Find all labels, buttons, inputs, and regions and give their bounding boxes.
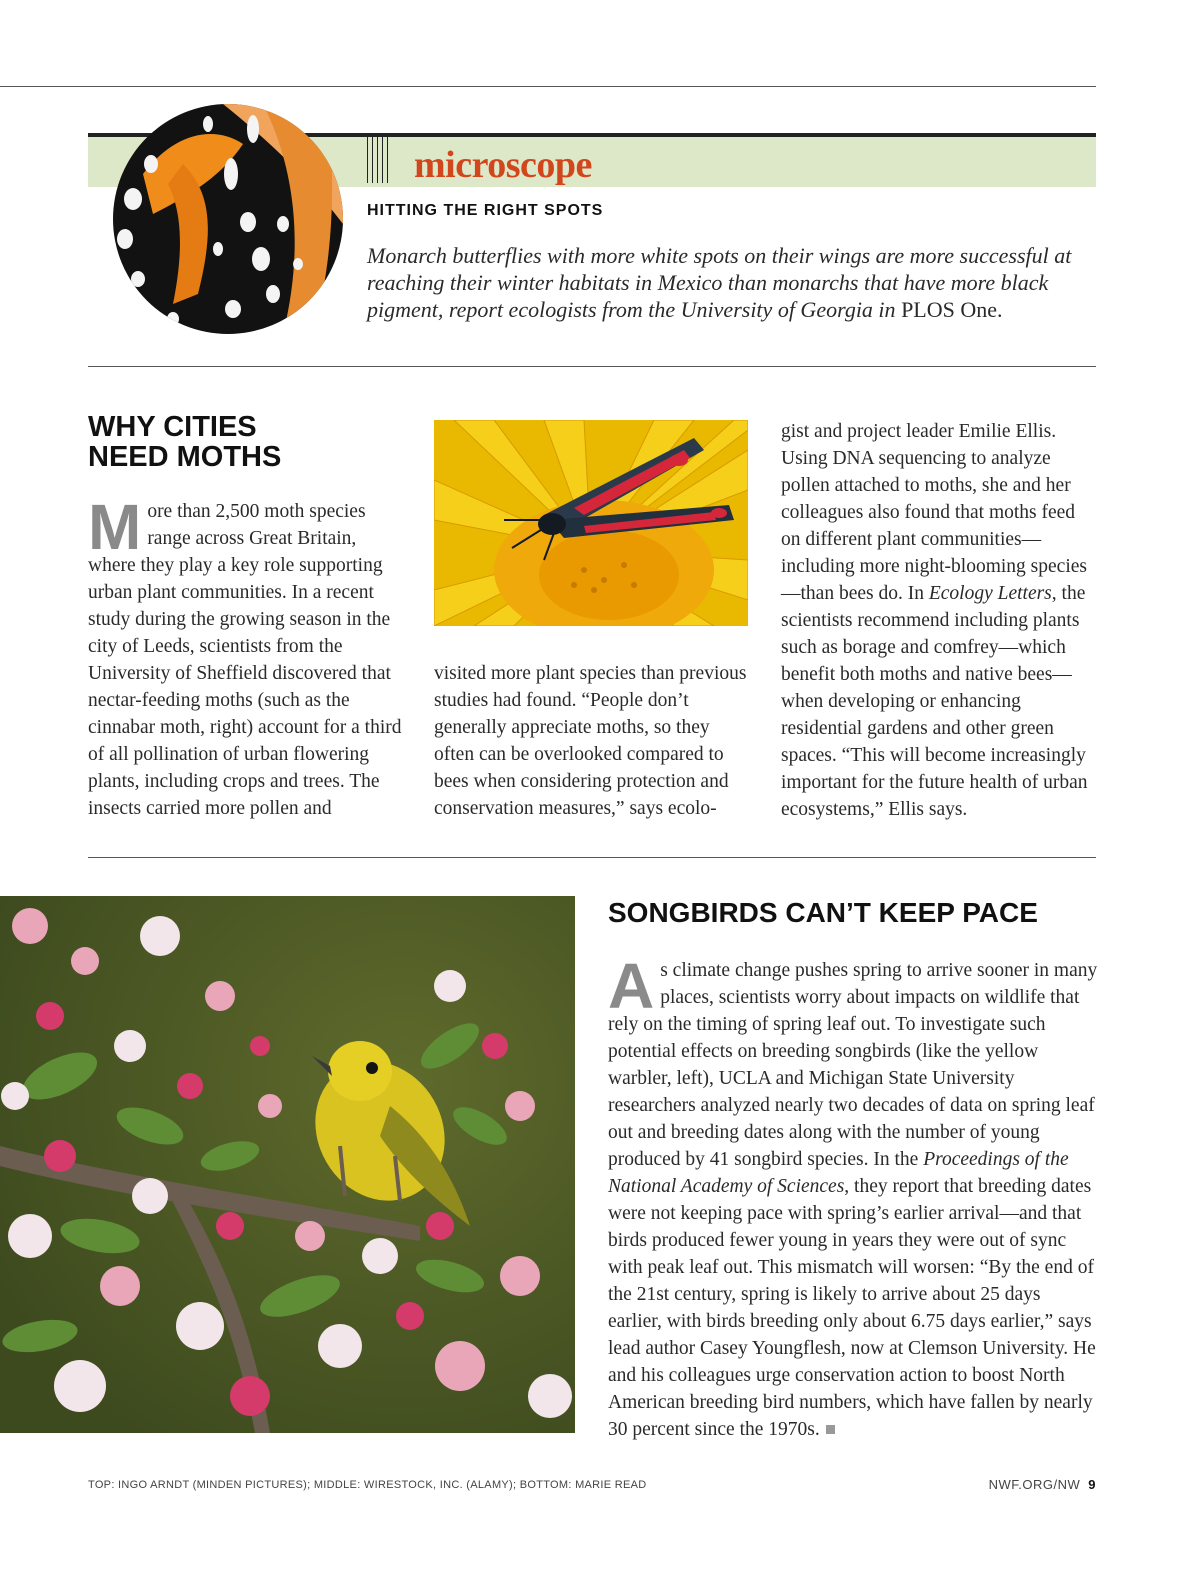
moths-headline-line2: NEED MOTHS (88, 441, 282, 474)
monarch-wing-illustration (113, 104, 343, 334)
yellow-warbler-photo (0, 896, 575, 1433)
monarch-deck (367, 242, 1097, 323)
yellow-warbler-illustration (0, 896, 575, 1433)
moths-bottom-rule (88, 857, 1096, 858)
moths-col3-text-a: gist and project leader Emilie Ellis. Using DNA sequencing to analyze pollen attached to moths, she and her colleagues also found that moths feed on different plant communities—including more night-blooming species—than bees do. In (781, 421, 1087, 604)
photo-credits: TOP: INGO ARNDT (MINDEN PICTURES); MIDDLE: WIRESTOCK, INC. (ALAMY); BOTTOM: MARIE READ (88, 1479, 647, 1491)
cinnabar-moth-photo (434, 420, 748, 626)
section-title: microscope (414, 144, 592, 186)
moths-headline-line1: WHY CITIES (88, 411, 257, 443)
page-folio (989, 1477, 1096, 1492)
header-bottom-rule (88, 366, 1096, 367)
page-number: 9 (1088, 1477, 1096, 1492)
moths-dropcap: M (88, 491, 142, 563)
top-rule (0, 86, 1096, 87)
site-url: NWF.ORG/NW (988, 1477, 1081, 1492)
moths-col2-text: visited more plant species than previous studies had found. “People don’t generally appreciate moths, so they often can be overlooked compared to bees when considering protection and conservation measures,” says ecolo- (434, 663, 747, 819)
moths-column-1 (88, 491, 408, 822)
monarch-wing-photo (113, 104, 343, 334)
deck-journal: PLOS One. (901, 297, 1003, 322)
moths-col1-text: ore than 2,500 moth species range across Great Britain, where they play a key role supporting urban plant communities. In a recent study during the growing season in the city of Leeds, scientists from the University of Sheffield discovered that nectar-feeding moths (such as the cinnabar moth, right) account for a third of all pollination of urban flowering plants, including crops and trees. The insects carried more pollen and (88, 501, 402, 819)
moths-headline (88, 412, 388, 473)
songbirds-headline: SONGBIRDS CAN’T KEEP PACE (608, 897, 1038, 928)
cinnabar-moth-illustration (434, 420, 748, 626)
moths-col3-journal: Ecology Letters (928, 583, 1052, 604)
songbirds-text-a: s climate change pushes spring to arrive sooner in many places, scientists worry about impacts on wildlife that rely on the timing of spring leaf out. To investigate such potential effects on breeding songbirds (like the yellow warbler, left), UCLA and Michigan State University researchers analyzed nearly two decades of data on spring leaf out and breeding dates along with the number of young produced by 41 songbird species. In the (608, 960, 1098, 1170)
article-kicker: HITTING THE RIGHT SPOTS (367, 202, 604, 219)
moths-column-3 (781, 418, 1099, 823)
songbirds-journal: Proceedings of the National Academy of Sciences (608, 1149, 1069, 1197)
deck-italic-text: Monarch butterflies with more white spots on their wings are more successful at reaching their winter habitats in Mexico than monarchs that have more black pigment, report ecologists from the University of Georgia in (367, 243, 1072, 322)
songbirds-text-b: , they report that breeding dates were not keeping pace with spring’s earlier arrival—and that birds produced fewer young in years they were out of sync with peak leaf out. This mismatch will worsen: “By the end of the 21st century, spring is likely to arrive about 25 days earlier, with birds breeding only about 6.75 days earlier,” says lead author Casey Youngflesh, now at Clemson University. He and his colleagues urge conservation action to boost North American breeding bird numbers, which have fallen by nearly 30 percent since the 1970s. (608, 1176, 1096, 1440)
songbirds-body (608, 950, 1098, 1443)
songbirds-dropcap: A (608, 950, 655, 1022)
moths-col3-text-b: , the scientists recommend including plants such as borage and comfrey—which benefit both moths and native bees—when developing or enhancing residential gardens and other green spaces. “This will become increasingly important for the future health of urban ecosystems,” Ellis says. (781, 583, 1088, 820)
band-ticks (367, 133, 389, 183)
end-mark (826, 1425, 835, 1434)
moths-column-2 (434, 660, 754, 822)
